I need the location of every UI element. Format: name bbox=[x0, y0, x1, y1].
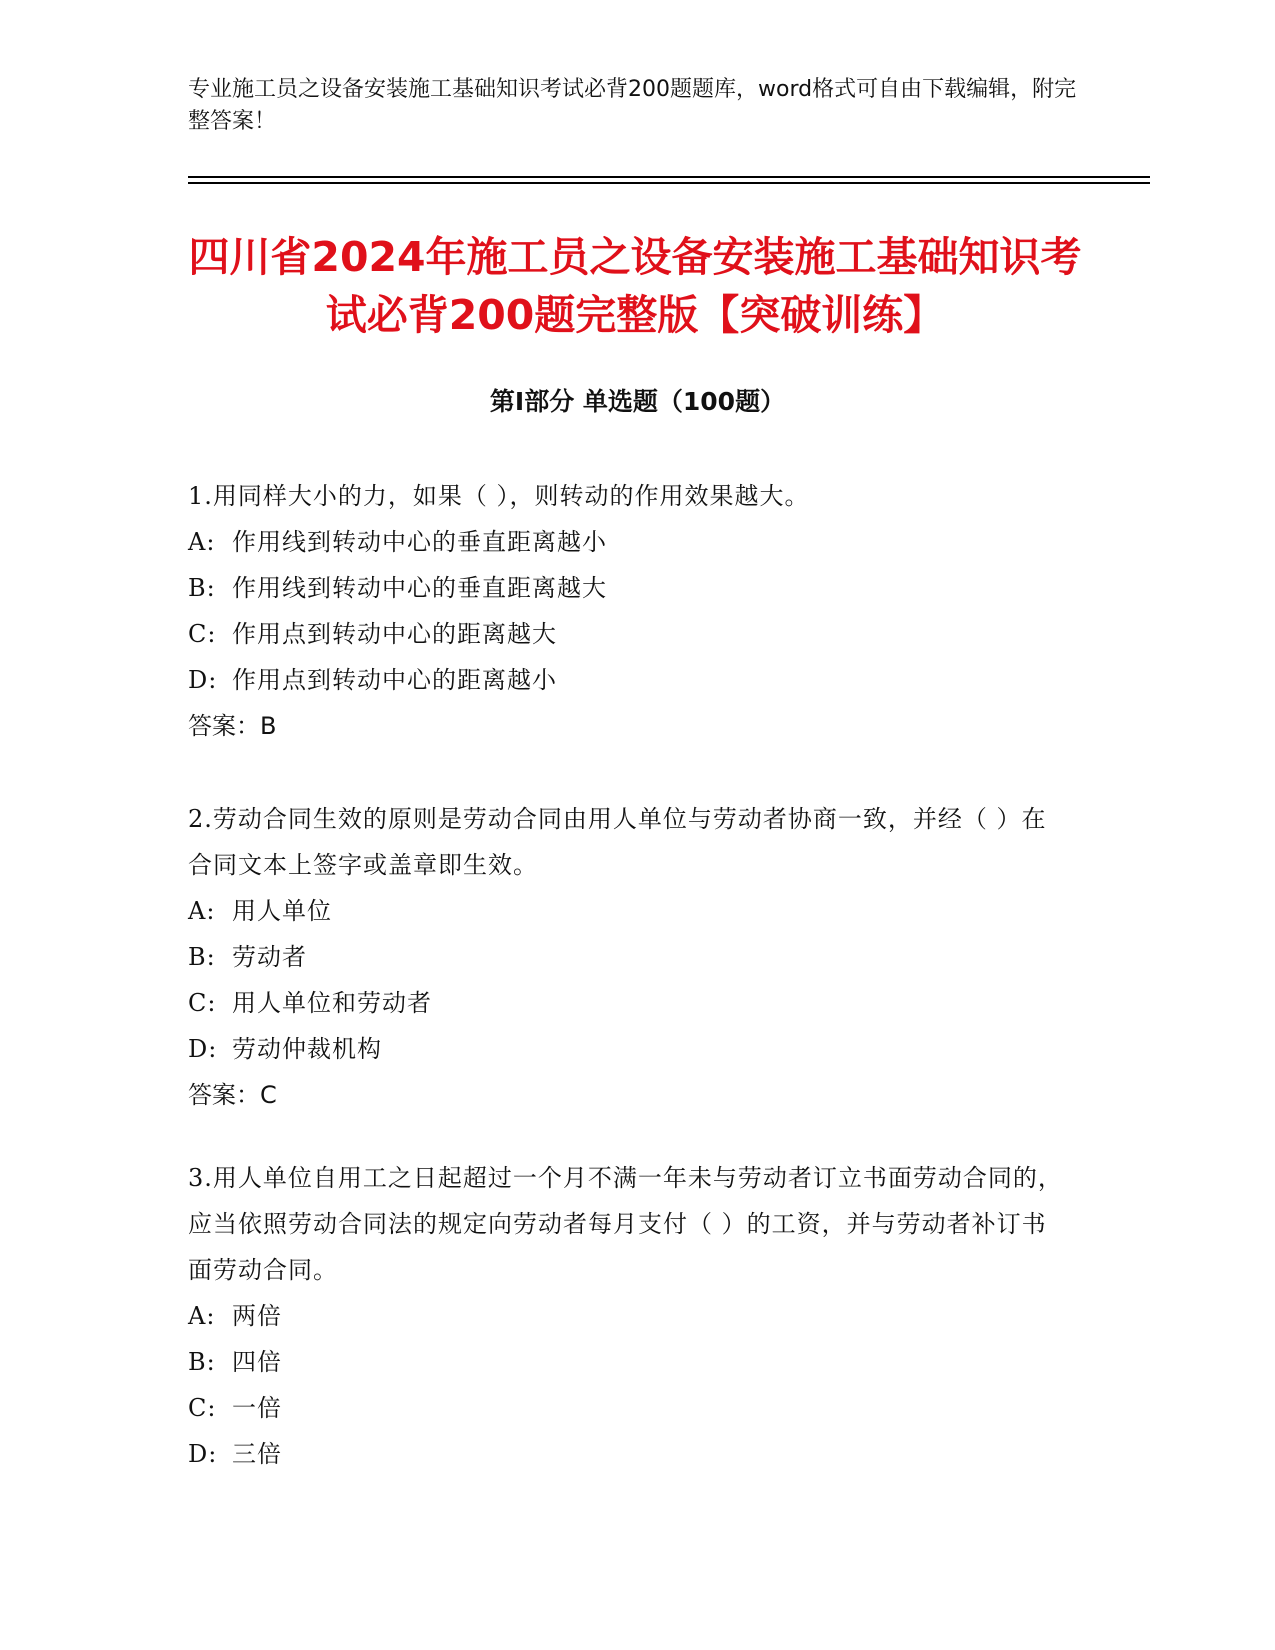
option-d bbox=[188, 1026, 1068, 1072]
option-letter: C: bbox=[188, 1394, 217, 1422]
answer-value: C bbox=[260, 1081, 277, 1109]
option-c bbox=[188, 611, 1068, 657]
option-letter: B: bbox=[188, 943, 216, 971]
question-stem: 2.劳动合同生效的原则是劳动合同由用人单位与劳动者协商一致，并经（ ）在合同文本上签字或盖章即生效。 bbox=[188, 805, 1047, 879]
option-text: 作用点到转动中心的距离越小 bbox=[232, 666, 557, 694]
option-letter: A: bbox=[188, 1302, 216, 1330]
option-letter: B: bbox=[188, 574, 216, 602]
question-2 bbox=[188, 796, 1068, 1118]
option-text: 用人单位 bbox=[232, 897, 332, 925]
answer-line bbox=[188, 703, 1068, 749]
header-divider-secondary bbox=[188, 182, 1150, 184]
option-d bbox=[188, 657, 1068, 703]
answer-line bbox=[188, 1072, 1068, 1118]
option-letter: A: bbox=[188, 897, 216, 925]
option-text: 作用线到转动中心的垂直距离越大 bbox=[232, 574, 607, 602]
option-text: 作用线到转动中心的垂直距离越小 bbox=[232, 528, 607, 556]
option-letter: C: bbox=[188, 989, 217, 1017]
option-a bbox=[188, 519, 1068, 565]
question-3 bbox=[188, 1155, 1068, 1477]
option-text: 用人单位和劳动者 bbox=[232, 989, 432, 1017]
option-a bbox=[188, 888, 1068, 934]
document-title: 四川省2024年施工员之设备安装施工基础知识考试必背200题完整版【突破训练】 bbox=[188, 233, 1082, 339]
option-b bbox=[188, 1339, 1068, 1385]
question-stem: 1.用同样大小的力，如果（ ），则转动的作用效果越大。 bbox=[188, 482, 810, 510]
option-d bbox=[188, 1431, 1068, 1477]
question-1 bbox=[188, 473, 1068, 749]
option-text: 四倍 bbox=[232, 1348, 282, 1376]
option-c bbox=[188, 980, 1068, 1026]
option-letter: D: bbox=[188, 666, 218, 694]
option-text: 劳动仲裁机构 bbox=[232, 1035, 382, 1063]
header-divider bbox=[188, 176, 1150, 178]
question-stem: 3.用人单位自用工之日起超过一个月不满一年未与劳动者订立书面劳动合同的，应当依照劳动合同法的规定向劳动者每月支付（ ）的工资，并与劳动者补订书面劳动合同。 bbox=[188, 1164, 1063, 1284]
header-note: 专业施工员之设备安装施工基础知识考试必背200题题库，word格式可自由下载编辑，附完整答案！ bbox=[188, 77, 1077, 134]
option-letter: B: bbox=[188, 1348, 216, 1376]
option-letter: D: bbox=[188, 1035, 218, 1063]
answer-label: 答案： bbox=[188, 1081, 260, 1109]
option-text: 一倍 bbox=[232, 1394, 282, 1422]
option-letter: D: bbox=[188, 1440, 218, 1468]
answer-value: B bbox=[260, 712, 277, 740]
answer-label: 答案： bbox=[188, 712, 260, 740]
option-a bbox=[188, 1293, 1068, 1339]
option-c bbox=[188, 1385, 1068, 1431]
option-text: 三倍 bbox=[232, 1440, 282, 1468]
option-letter: A: bbox=[188, 528, 216, 556]
option-letter: C: bbox=[188, 620, 217, 648]
section-heading: 第I部分 单选题（100题） bbox=[489, 387, 786, 416]
option-text: 两倍 bbox=[232, 1302, 282, 1330]
option-text: 作用点到转动中心的距离越大 bbox=[232, 620, 557, 648]
option-text: 劳动者 bbox=[232, 943, 307, 971]
option-b bbox=[188, 934, 1068, 980]
option-b bbox=[188, 565, 1068, 611]
